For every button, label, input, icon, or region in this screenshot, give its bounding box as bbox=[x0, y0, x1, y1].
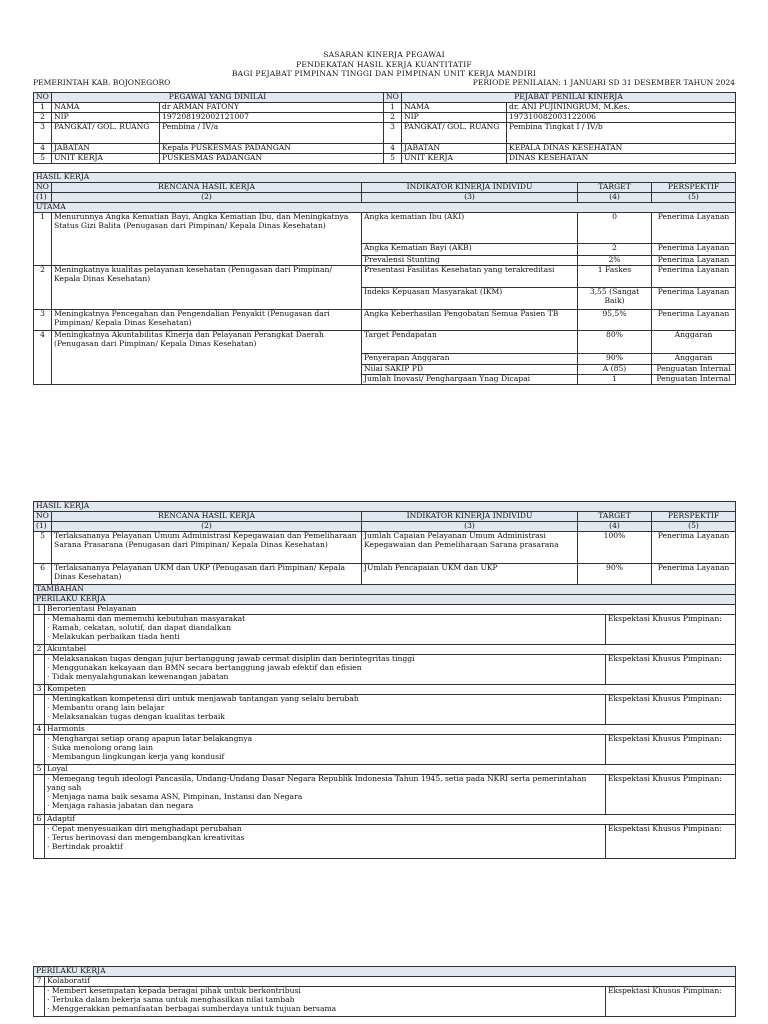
list-item: · Menghargai setiap orang apapun latar belakangnya bbox=[47, 735, 603, 744]
perilaku-name: Kompeten bbox=[45, 685, 736, 695]
row-value-2: Pembina Tingkat I / IV/b bbox=[507, 123, 736, 144]
ekspektasi-label: Ekspektasi Khusus Pimpinan: bbox=[606, 695, 736, 725]
perilaku-name-row bbox=[34, 765, 736, 775]
identity-table bbox=[33, 92, 736, 164]
row-label-2: NIP bbox=[402, 113, 507, 123]
section-row bbox=[34, 585, 736, 595]
rencana-cell: Meningkatnya Akuntabilitas Kinerja dan Pelayanan Perangkat Daerah (Penugasan dari Pimpinan/ Kepala Dinas Kesehatan) bbox=[52, 331, 362, 385]
ekspektasi-label: Ekspektasi Khusus Pimpinan: bbox=[606, 655, 736, 685]
perilaku-points bbox=[45, 695, 606, 725]
column-header-row bbox=[34, 512, 736, 522]
blank-cell bbox=[34, 825, 45, 859]
rencana-cell: Terlaksananya Pelayanan Umum Administrasi Kepegawaian dan Pemeliharaan Sarana Prasarana (Penugasan dari Pimpinan/ Kepala Dinas Kesehatan) bbox=[52, 532, 362, 564]
list-item: · Terbuka dalam bekerja sama untuk menghasilkan nilai tambah bbox=[47, 996, 603, 1005]
list-item: · Membantu orang lain belajar bbox=[47, 704, 603, 713]
list-item: · Melaksanakan tugas dengan kualitas terbaik bbox=[47, 713, 603, 722]
table-row bbox=[34, 532, 736, 564]
perilaku-detail-row bbox=[34, 735, 736, 765]
list-item: · Bertindak proaktif bbox=[47, 843, 603, 852]
col-no-2: NO bbox=[384, 93, 402, 103]
column-number-row bbox=[34, 193, 736, 203]
target-cell: 80% bbox=[578, 331, 652, 354]
perilaku-no: 7 bbox=[34, 977, 45, 987]
row-no: 2 bbox=[34, 113, 52, 123]
target-cell: 1 bbox=[578, 375, 652, 385]
perspektif-cell: Penerima Layanan bbox=[652, 564, 736, 585]
blank-cell bbox=[34, 987, 45, 1017]
column-number-row bbox=[34, 522, 736, 532]
perspektif-cell: Penguatan Internal bbox=[652, 375, 736, 385]
ekspektasi-label: Ekspektasi Khusus Pimpinan: bbox=[606, 825, 736, 859]
perilaku-name: Harmonis bbox=[45, 725, 736, 735]
perspektif-cell: Penerima Layanan bbox=[652, 532, 736, 564]
col-number: (5) bbox=[652, 522, 736, 532]
rencana-cell: Menurunnya Angka Kematian Bayi, Angka Kematian Ibu, dan Meningkatnya Status Gizi Balita (Penugasan dari Pimpinan/ Kepala Dinas Kesehatan) bbox=[52, 213, 362, 266]
perilaku-name-row bbox=[34, 685, 736, 695]
table-row bbox=[34, 331, 736, 354]
perilaku-name-row bbox=[34, 645, 736, 655]
period-label: PERIODE PENILAIAN: 1 JANUARI SD 31 DESEMBER TAHUN 2024 bbox=[472, 78, 735, 87]
perilaku-no: 2 bbox=[34, 645, 45, 655]
perspektif-cell: Penerima Layanan bbox=[652, 256, 736, 266]
list-item: · Membangun lingkungan kerja yang kondusif bbox=[47, 753, 603, 762]
perilaku-detail-row bbox=[34, 987, 736, 1017]
col-rencana: RENCANA HASIL KERJA bbox=[52, 512, 362, 522]
table-row bbox=[34, 564, 736, 585]
perilaku-no: 4 bbox=[34, 725, 45, 735]
section-perilaku: PERILAKU KERJA bbox=[34, 595, 736, 605]
row-value-2: dr. ANI PUJININGRUM, M.Kes. bbox=[507, 103, 736, 113]
perspektif-cell: Penerima Layanan bbox=[652, 266, 736, 288]
perilaku-name-row bbox=[34, 725, 736, 735]
col-perspektif: PERSPEKTIF bbox=[652, 512, 736, 522]
list-item: · Menggunakan kekayaan dan BMN secara bertanggung jawab efektif dan efisien bbox=[47, 664, 603, 673]
row-value: Kepala PUSKESMAS PADANGAN bbox=[160, 144, 384, 154]
row-label: PANGKAT/ GOL. RUANG bbox=[52, 123, 160, 144]
col-no: NO bbox=[34, 93, 52, 103]
identity-header-row bbox=[34, 93, 736, 103]
target-cell: 3,55 (Sangat Baik) bbox=[578, 288, 652, 310]
list-item: · Suka menolong orang lain bbox=[47, 744, 603, 753]
perspektif-cell: Penerima Layanan bbox=[652, 244, 736, 256]
identity-row bbox=[34, 123, 736, 144]
blank-cell bbox=[34, 655, 45, 685]
rencana-cell: Meningkatnya kualitas pelayanan kesehatan (Penugasan dari Pimpinan/ Kepala Dinas Kesehatan) bbox=[52, 266, 362, 310]
row-no: 1 bbox=[34, 103, 52, 113]
ekspektasi-label: Ekspektasi Khusus Pimpinan: bbox=[606, 987, 736, 1017]
row-value: dr ARMAN FATONY bbox=[160, 103, 384, 113]
column-header-row bbox=[34, 183, 736, 193]
ekspektasi-label: Ekspektasi Khusus Pimpinan: bbox=[606, 615, 736, 645]
rencana-cell: Meningkatnya Pencegahan dan Pengendalian Penyakit (Penugasan dari Pimpinan/ Kepala Dinas Kesehatan) bbox=[52, 310, 362, 331]
row-label: JABATAN bbox=[52, 144, 160, 154]
perilaku-points bbox=[45, 615, 606, 645]
perilaku-name-row bbox=[34, 977, 736, 987]
table-row bbox=[34, 213, 736, 244]
perilaku-detail-row bbox=[34, 655, 736, 685]
perspektif-cell: Penerima Layanan bbox=[652, 310, 736, 331]
perilaku-name-row bbox=[34, 605, 736, 615]
target-cell: 0 bbox=[578, 213, 652, 244]
row-no: 2 bbox=[34, 266, 52, 310]
indikator-cell: Jumlah Capaian Pelayanan Umum Administrasi Kepegawaian dan Pemeliharaan Sarana prasarana bbox=[362, 532, 578, 564]
list-item: · Ramah, cekatan, solutif, dan dapat diandalkan bbox=[47, 624, 603, 633]
perilaku-detail-row bbox=[34, 695, 736, 725]
section-title: HASIL KERJA bbox=[34, 173, 736, 183]
indikator-cell: Prevalensi Stunting bbox=[362, 256, 578, 266]
list-item: · Terus berinovasi dan mengembangkan kreativitas bbox=[47, 834, 603, 843]
row-label-2: UNIT KERJA bbox=[402, 154, 507, 164]
col-target: TARGET bbox=[578, 183, 652, 193]
perilaku-name: Berorientasi Pelayanan bbox=[45, 605, 736, 615]
identity-row bbox=[34, 154, 736, 164]
perilaku-no: 3 bbox=[34, 685, 45, 695]
indikator-cell: Indeks Kepuasan Masyarakat (IKM) bbox=[362, 288, 578, 310]
indikator-cell: Penyerapan Anggaran bbox=[362, 354, 578, 365]
perilaku-no: 1 bbox=[34, 605, 45, 615]
col-rencana: RENCANA HASIL KERJA bbox=[52, 183, 362, 193]
row-no: 4 bbox=[34, 331, 52, 385]
list-item: · Menjaga nama baik sesama ASN, Pimpinan, Instansi dan Negara bbox=[47, 793, 603, 802]
ekspektasi-label: Ekspektasi Khusus Pimpinan: bbox=[606, 735, 736, 765]
row-no: 5 bbox=[34, 154, 52, 164]
list-item: · Menggerakkan pemanfaatan berbagai sumberdaya untuk tujuan bersama bbox=[47, 1005, 603, 1014]
identity-row bbox=[34, 103, 736, 113]
section-utama: UTAMA bbox=[34, 203, 736, 213]
row-label: NAMA bbox=[52, 103, 160, 113]
ekspektasi-label: Ekspektasi Khusus Pimpinan: bbox=[606, 775, 736, 815]
perilaku-detail-row bbox=[34, 825, 736, 859]
list-item: · Memahami dan memenuhi kebutuhan masyarakat bbox=[47, 615, 603, 624]
section-row bbox=[34, 203, 736, 213]
perilaku-no: 6 bbox=[34, 815, 45, 825]
perilaku-points bbox=[45, 825, 606, 859]
target-cell: 1 Faskes bbox=[578, 266, 652, 288]
table-row bbox=[34, 310, 736, 331]
perilaku-points bbox=[45, 775, 606, 815]
row-label-2: NAMA bbox=[402, 103, 507, 113]
rencana-cell: Terlaksananya Pelayanan UKM dan UKP (Penugasan dari Pimpinan/ Kepala Dinas Kesehatan) bbox=[52, 564, 362, 585]
target-cell: 90% bbox=[578, 564, 652, 585]
col-number: (1) bbox=[34, 193, 52, 203]
blank-cell bbox=[34, 695, 45, 725]
row-value: PUSKESMAS PADANGAN bbox=[160, 154, 384, 164]
indikator-cell: Angka kematian Ibu (AKI) bbox=[362, 213, 578, 244]
row-no: 3 bbox=[34, 123, 52, 144]
row-no-2: 4 bbox=[384, 144, 402, 154]
list-item: · Memegang teguh ideologi Pancasila, Undang-Undang Dasar Negara Republik Indonesia Tahun 1945, setia pada NKRI serta pemerintahan yang sah bbox=[47, 775, 603, 793]
target-cell: 90% bbox=[578, 354, 652, 365]
perilaku-name: Loyal bbox=[45, 765, 736, 775]
perilaku-detail-row bbox=[34, 615, 736, 645]
col-number: (4) bbox=[578, 193, 652, 203]
government-label: PEMERINTAH KAB. BOJONEGORO bbox=[33, 78, 171, 87]
perilaku-name-row bbox=[34, 815, 736, 825]
row-value: 197208192002121007 bbox=[160, 113, 384, 123]
indikator-cell: JUmlah Pencapaian UKM dan UKP bbox=[362, 564, 578, 585]
doc-subtitle: PENDEKATAN HASIL KERJA KUANTITATIF bbox=[296, 59, 472, 69]
col-no: NO bbox=[34, 183, 52, 193]
target-cell: 95,5% bbox=[578, 310, 652, 331]
row-value-2: DINAS KESEHATAN bbox=[507, 154, 736, 164]
col-no: NO bbox=[34, 512, 52, 522]
list-item: · Tidak menyalahgunakan kewenangan jabatan bbox=[47, 673, 603, 682]
blank-cell bbox=[34, 735, 45, 765]
row-no: 1 bbox=[34, 213, 52, 266]
row-label: UNIT KERJA bbox=[52, 154, 160, 164]
perilaku-kerja-table-continued bbox=[33, 966, 736, 1017]
indikator-cell: Target Pendapatan bbox=[362, 331, 578, 354]
target-cell: 100% bbox=[578, 532, 652, 564]
identity-row bbox=[34, 113, 736, 123]
col-number: (3) bbox=[362, 522, 578, 532]
section-tambahan: TAMBAHAN bbox=[34, 585, 736, 595]
doc-title: SASARAN KINERJA PEGAWAI bbox=[323, 50, 445, 59]
indikator-cell: Presentasi Fasilitas Kesehatan yang terakreditasi bbox=[362, 266, 578, 288]
perspektif-cell: Penguatan Internal bbox=[652, 365, 736, 375]
section-row bbox=[34, 967, 736, 977]
target-cell: 2 bbox=[578, 244, 652, 256]
row-label-2: JABATAN bbox=[402, 144, 507, 154]
list-item: · Cepat menyesuaikan diri menghadapi perubahan bbox=[47, 825, 603, 834]
indikator-cell: Angka Keberhasilan Pengobatan Semua Pasien TB bbox=[362, 310, 578, 331]
row-value: Pembina / IV/a bbox=[160, 123, 384, 144]
row-value-2: 197310082003122006 bbox=[507, 113, 736, 123]
target-cell: A (85) bbox=[578, 365, 652, 375]
perspektif-cell: Penerima Layanan bbox=[652, 288, 736, 310]
list-item: · Meningkatkan kompetensi diri untuk menjawab tantangan yang selalu berubah bbox=[47, 695, 603, 704]
perspektif-cell: Penerima Layanan bbox=[652, 213, 736, 244]
document-header bbox=[0, 50, 768, 79]
perilaku-name: Akuntabel bbox=[45, 645, 736, 655]
blank-cell bbox=[34, 775, 45, 815]
col-number: (2) bbox=[52, 193, 362, 203]
row-no-2: 1 bbox=[384, 103, 402, 113]
list-item: · Memberi kesempatan kepada beragai pihak untuk berkontribusi bbox=[47, 987, 603, 996]
perilaku-points bbox=[45, 655, 606, 685]
target-cell: 2% bbox=[578, 256, 652, 266]
section-row bbox=[34, 502, 736, 512]
perspektif-cell: Anggaran bbox=[652, 331, 736, 354]
row-value-2: KEPALA DINAS KESEHATAN bbox=[507, 144, 736, 154]
list-item: · Melaksanakan tugas dengan jujur bertanggung jawab cermat disiplin dan berintegritas tinggi bbox=[47, 655, 603, 664]
row-no: 6 bbox=[34, 564, 52, 585]
perilaku-detail-row bbox=[34, 775, 736, 815]
col-number: (4) bbox=[578, 522, 652, 532]
indikator-cell: Jumlah Inovasi/ Penghargaan Ynag Dicapai bbox=[362, 375, 578, 385]
identity-row bbox=[34, 144, 736, 154]
perilaku-no: 5 bbox=[34, 765, 45, 775]
col-perspektif: PERSPEKTIF bbox=[652, 183, 736, 193]
col-number: (5) bbox=[652, 193, 736, 203]
indikator-cell: Angka Kematian Bayi (AKB) bbox=[362, 244, 578, 256]
col-indikator: INDIKATOR KINERJA INDIVIDU bbox=[362, 183, 578, 193]
section-title: HASIL KERJA bbox=[34, 502, 736, 512]
perspektif-cell: Anggaran bbox=[652, 354, 736, 365]
table-row bbox=[34, 266, 736, 288]
row-no: 3 bbox=[34, 310, 52, 331]
indikator-cell: Nilai SAKIP PD bbox=[362, 365, 578, 375]
section-row bbox=[34, 173, 736, 183]
col-target: TARGET bbox=[578, 512, 652, 522]
col-number: (1) bbox=[34, 522, 52, 532]
perilaku-points bbox=[45, 987, 606, 1017]
blank-cell bbox=[34, 615, 45, 645]
section-perilaku: PERILAKU KERJA bbox=[34, 967, 736, 977]
row-label-2: PANGKAT/ GOL. RUANG bbox=[402, 123, 507, 144]
section-row bbox=[34, 595, 736, 605]
hasil-kerja-table bbox=[33, 172, 736, 385]
perilaku-name: Adaptif bbox=[45, 815, 736, 825]
list-item: · Menjaga rahasia jabatan dan negara bbox=[47, 802, 603, 811]
perilaku-points bbox=[45, 735, 606, 765]
col-indikator: INDIKATOR KINERJA INDIVIDU bbox=[362, 512, 578, 522]
row-label: NIP bbox=[52, 113, 160, 123]
row-no-2: 5 bbox=[384, 154, 402, 164]
row-no: 5 bbox=[34, 532, 52, 564]
hasil-kerja-table-continued bbox=[33, 501, 736, 859]
row-no-2: 3 bbox=[384, 123, 402, 144]
row-no: 4 bbox=[34, 144, 52, 154]
doc-subtitle-2: BAGI PEJABAT PIMPINAN TINGGI DAN PIMPINAN UNIT KERJA MANDIRI bbox=[231, 69, 537, 79]
row-no-2: 2 bbox=[384, 113, 402, 123]
penilai-title: PEJABAT PENILAI KINERJA bbox=[402, 93, 736, 103]
col-number: (3) bbox=[362, 193, 578, 203]
perilaku-name: Kolaboratif bbox=[45, 977, 736, 987]
dinilai-title: PEGAWAI YANG DINILAI bbox=[52, 93, 384, 103]
list-item: · Melakukan perbaikan tiada henti bbox=[47, 633, 603, 642]
col-number: (2) bbox=[52, 522, 362, 532]
